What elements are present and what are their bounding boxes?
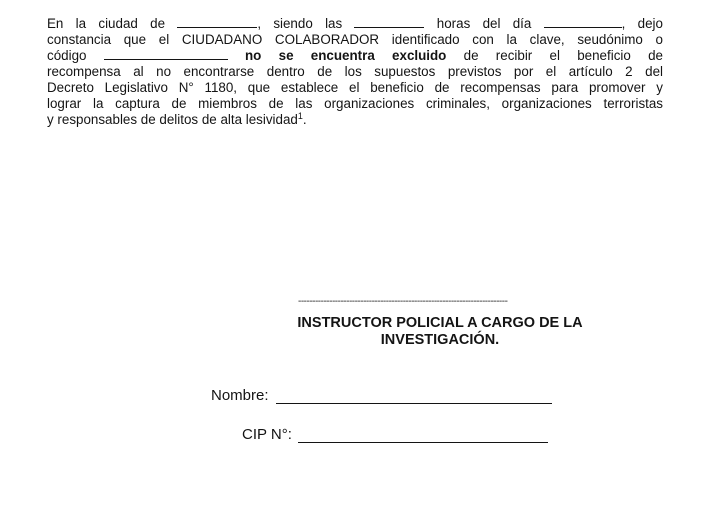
cip-line[interactable] [298, 442, 548, 443]
blank-code [104, 48, 228, 60]
paragraph-line-5: Decreto Legislativo N° 1180, que establece el beneficio de recompensas para promover y [47, 80, 663, 95]
blank-day [544, 16, 622, 28]
text-codigo: código [47, 48, 87, 63]
paragraph-line-6: lograr la captura de miembros de las organizaciones criminales, organizaciones terroristas [47, 96, 663, 111]
name-line[interactable] [276, 403, 552, 404]
text-excluded: no se encuentra excluido [245, 48, 447, 63]
text-city: En la ciudad de [47, 16, 166, 31]
text-day: horas del día [436, 16, 532, 31]
blank-city [177, 16, 257, 28]
paragraph-line-7 [47, 112, 307, 128]
footnote-marker: 1 [297, 111, 303, 121]
text-period: . [302, 112, 307, 127]
text-last-line: y responsables de delitos de alta lesividad [47, 112, 298, 127]
text-time: , siendo las [257, 16, 343, 31]
signature-title-line-1: INSTRUCTOR POLICIAL A CARGO DE LA [297, 315, 583, 331]
blank-hours [354, 16, 424, 28]
signature-line: -------------------------------------------------------------------------- [298, 296, 508, 307]
text-benefit: de recibir el beneficio de [463, 48, 663, 63]
paragraph-line-2: constancia que el CIUDADANO COLABORADOR identificado con la clave, seudónimo o [47, 32, 663, 47]
text-dejo: , dejo [621, 16, 663, 31]
paragraph-line-1 [47, 16, 663, 32]
paragraph-line-4: recompensa al no encontrarse dentro de los supuestos previstos por el artículo 2 del [47, 64, 663, 79]
paragraph-line-3 [47, 48, 663, 64]
cip-label: CIP N°: [242, 426, 292, 443]
name-label: Nombre: [211, 387, 269, 404]
signature-title-line-2: INVESTIGACIÓN. [380, 332, 500, 348]
